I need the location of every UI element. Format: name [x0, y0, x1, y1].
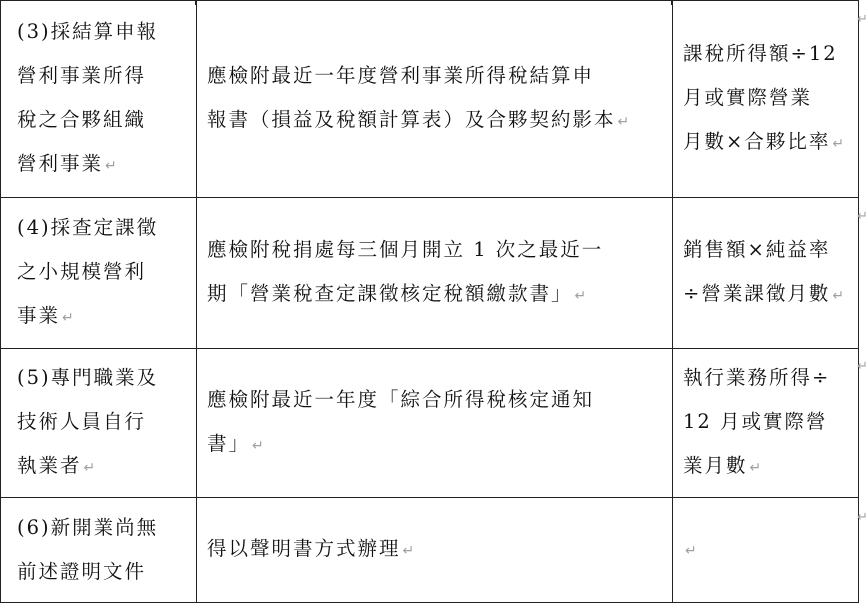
paragraph-mark-icon: ↵: [685, 543, 697, 559]
table-row: [1, 1, 859, 198]
document-cell: 得以聲明書方式辦理 ↵: [197, 498, 673, 603]
category-cell: (4)採查定課徵 之小規模營利 事業 ↵: [1, 198, 197, 349]
formula-cell: 執行業務所得÷ 12 月或實際營 業月數 ↵: [673, 349, 859, 498]
row-end-mark-icon: ↵: [857, 510, 868, 525]
formula-cell: [673, 498, 859, 603]
paragraph-mark-icon: ↵: [83, 460, 96, 476]
row-end-mark-icon: ↵: [857, 12, 868, 27]
formula-cell: 課稅所得額÷12 月或實際營業 月數×合夥比率 ↵: [673, 1, 859, 198]
formula-cell: 銷售額×純益率 ÷營業課徵月數 ↵: [673, 198, 859, 349]
document-cell: 應檢附最近一年度營利事業所得稅結算申 報書（損益及稅額計算表）及合夥契約影本 ↵: [197, 1, 673, 198]
table-row: [1, 198, 859, 349]
row-end-mark-icon: ↵: [857, 209, 868, 224]
document-cell: 應檢附最近一年度「綜合所得稅核定通知 書」 ↵: [197, 349, 673, 498]
paragraph-mark-icon: ↵: [105, 158, 117, 174]
table-row: [1, 498, 859, 603]
row-end-mark-icon: ↵: [857, 359, 868, 374]
paragraph-mark-icon: ↵: [402, 543, 415, 559]
category-cell: (5)專門職業及 技術人員自行 執業者 ↵: [1, 349, 197, 498]
paragraph-mark-icon: ↵: [832, 136, 845, 152]
table-row: [1, 349, 859, 498]
paragraph-mark-icon: ↵: [832, 288, 845, 304]
category-cell: (3)採結算申報 營利事業所得 稅之合夥組織 營利事業 ↵: [1, 1, 197, 198]
paragraph-mark-icon: ↵: [617, 114, 630, 130]
document-cell: 應檢附稅捐處每三個月開立 1 次之最近一 期「營業稅查定課徵核定稅額繳款書」 ↵: [197, 198, 673, 349]
category-cell: (6)新開業尚無 前述證明文件: [1, 498, 197, 603]
paragraph-mark-icon: ↵: [252, 438, 264, 454]
paragraph-mark-icon: ↵: [62, 310, 74, 326]
paragraph-mark-icon: ↵: [749, 460, 762, 476]
paragraph-mark-icon: ↵: [574, 288, 587, 304]
